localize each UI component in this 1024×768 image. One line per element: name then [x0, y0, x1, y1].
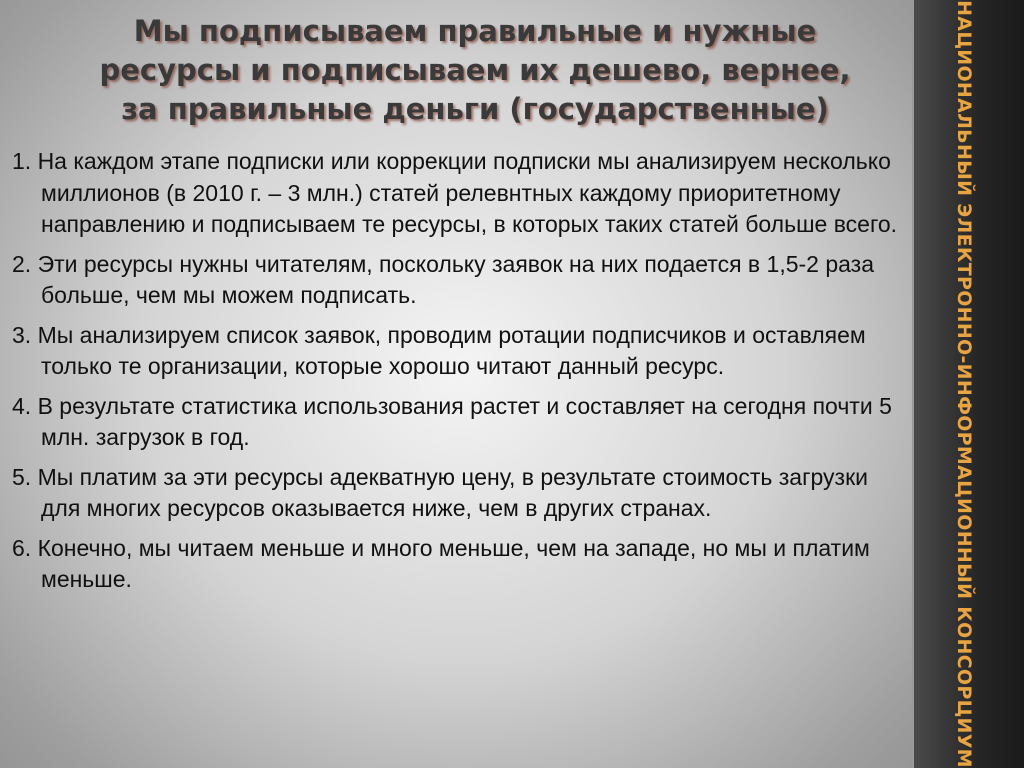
slide-title — [60, 12, 890, 129]
sidebar-title: НАЦИОНАЛЬНЫЙ ЭЛЕКТРОННО-ИНФОРМАЦИОННЫЙ КОНСОРЦИУМ — [953, 0, 975, 768]
list-item: 2. Эти ресурсы нужны читателям, поскольку заявок на них подается в 1,5-2 раза больше, чем мы можем подписать. — [12, 250, 875, 308]
list-item: 4. В результате статистика использования растет и составляет на сегодня почти 5 млн. загрузок в год. — [12, 392, 892, 450]
list-item: 6. Конечно, мы читаем меньше и много меньше, чем на западе, но мы и платим меньше. — [12, 534, 870, 592]
title-line: Мы подписываем правильные и нужные — [133, 14, 817, 48]
slide-body-list — [12, 146, 902, 604]
sidebar — [912, 0, 1024, 768]
list-item: 1. На каждом этапе подписки или коррекции подписки мы анализируем несколько миллионов (в 2010 г. – 3 млн.) статей релевнтных каждому приоритетному направлению и подписываем те ресурсы, в которых таких статей больше всего. — [12, 148, 898, 237]
sidebar-divider — [912, 0, 914, 768]
title-line: за правильные деньги (государственные) — [121, 92, 829, 126]
title-line: ресурсы и подписываем их дешево, вернее, — [99, 53, 851, 87]
list-item: 3. Мы анализируем список заявок, проводим ротации подписчиков и оставляем только те организации, которые хорошо читают данный ресурс. — [12, 321, 866, 379]
list-item: 5. Мы платим за эти ресурсы адекватную цену, в результате стоимость загрузки для многих ресурсов оказывается ниже, чем в других странах. — [12, 463, 868, 521]
